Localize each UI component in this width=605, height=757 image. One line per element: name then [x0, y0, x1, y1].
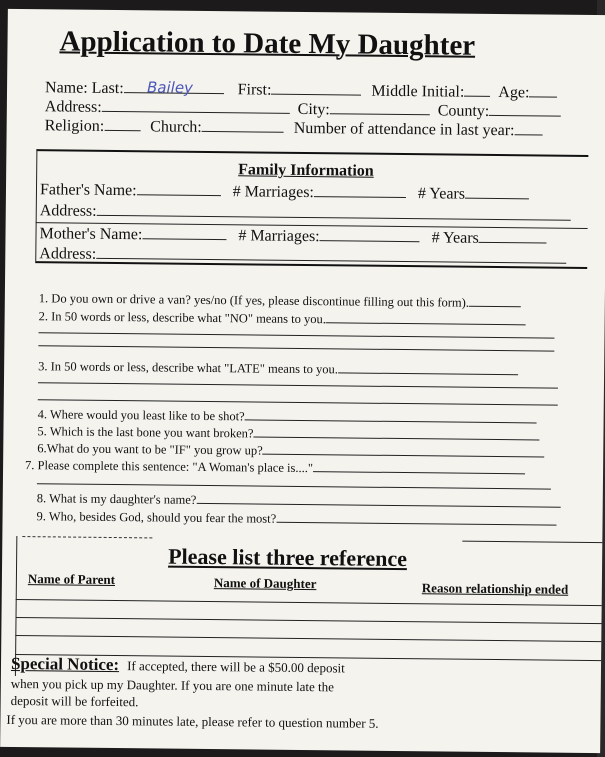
father-marriages-field[interactable]	[314, 184, 406, 198]
city-label: City:	[297, 100, 330, 119]
question-3	[38, 357, 518, 379]
church-label: Church:	[150, 118, 202, 136]
question-5-text: 5. Which is the last bone you want broken?	[37, 424, 254, 441]
religion-label: Religion:	[44, 117, 105, 135]
notice-text-2: when you pick up my Daughter. If you are one minute late the	[10, 675, 334, 695]
father-years-field[interactable]	[465, 186, 529, 200]
age-label: Age:	[498, 84, 530, 102]
answer-7-line-2	[37, 483, 551, 489]
father-row	[40, 181, 529, 204]
first-name-field[interactable]	[271, 82, 361, 96]
middle-initial-label: Middle Initial:	[371, 82, 465, 101]
father-marriages-label: # Marriages:	[232, 183, 315, 202]
reference-row-2[interactable]	[16, 617, 605, 624]
last-name-label: Name: Last:	[44, 79, 124, 98]
answer-7-field[interactable]	[313, 459, 525, 474]
answer-2-line-2	[38, 332, 554, 338]
middle-initial-field[interactable]	[464, 84, 490, 97]
column-daughter: Name of Daughter	[213, 575, 317, 592]
family-box-left	[35, 149, 37, 261]
column-reason: Reason relationship ended	[421, 580, 569, 597]
answer-5-field[interactable]	[253, 424, 539, 440]
mother-address-row	[39, 245, 566, 269]
notice-text-4: If you are more than 30 minutes late, please refer to question number 5.	[6, 711, 379, 731]
reference-row-1[interactable]	[16, 599, 605, 606]
religion-row	[45, 117, 543, 140]
address-field[interactable]	[102, 99, 290, 114]
mother-years-field[interactable]	[479, 230, 547, 244]
references-box-top-left	[22, 536, 152, 538]
answer-2-field[interactable]	[326, 310, 526, 325]
question-2-text: 2. In 50 words or less, describe what "NO" means to you.	[38, 309, 326, 327]
county-label: County:	[437, 102, 490, 120]
last-name-handwritten-value: Bailey	[146, 78, 194, 97]
answer-6-field[interactable]	[263, 442, 545, 458]
father-address-field[interactable]	[97, 203, 571, 221]
question-9-text: 9. Who, besides God, should you fear the most?	[36, 509, 277, 526]
question-1-text: 1. Do you own or drive a van? yes/no (If yes, please discontinue filling out this form).	[38, 291, 470, 310]
age-field[interactable]	[529, 84, 557, 97]
religion-field[interactable]	[104, 118, 140, 131]
father-years-label: # Years	[417, 185, 466, 203]
mothers-name-label: Mother's Name:	[39, 225, 143, 244]
column-parent: Name of Parent	[27, 571, 116, 588]
answer-1-field[interactable]	[469, 294, 521, 308]
question-3-text: 3. In 50 words or less, describe what "LATE" means to you.	[38, 359, 338, 377]
notice-text-3: deposit will be forfeited.	[10, 692, 139, 710]
reference-row-3[interactable]	[15, 635, 605, 642]
first-name-label: First:	[237, 81, 272, 99]
application-form	[0, 9, 605, 753]
question-8-text: 8. What is my daughter's name?	[36, 491, 197, 507]
family-box-top	[36, 149, 588, 157]
city-field[interactable]	[330, 101, 430, 115]
fathers-name-field[interactable]	[137, 182, 221, 196]
answer-3-field[interactable]	[338, 360, 518, 375]
county-field[interactable]	[489, 103, 561, 117]
form-title: Application to Date My Daughter	[59, 25, 476, 62]
answer-3-line-2	[38, 382, 558, 388]
address-label: Address:	[44, 98, 102, 116]
attendance-field[interactable]	[514, 122, 542, 135]
mother-address-label: Address:	[39, 245, 97, 263]
mother-marriages-label: # Marriages:	[238, 227, 320, 246]
special-notice-title: Special Notice:	[10, 653, 120, 675]
question-4-text: 4. Where would you least like to be shot?	[37, 407, 245, 424]
family-heading: Family Information	[238, 161, 374, 180]
answer-9-field[interactable]	[276, 510, 556, 526]
answer-2-line-3	[38, 345, 554, 351]
answer-3-line-3	[38, 399, 558, 405]
question-7-text: 7. Please complete this sentence: "A Woman's place is...."	[25, 458, 314, 476]
father-address-label: Address:	[39, 202, 97, 220]
references-box-top-right	[462, 541, 605, 544]
special-notice-line-1	[11, 654, 345, 677]
notice-text-1: If accepted, there will be a $50.00 deposit	[127, 658, 345, 676]
attendance-label: Number of attendance in last year:	[293, 119, 515, 140]
references-heading: Please list three reference	[168, 543, 408, 572]
mothers-name-field[interactable]	[142, 226, 226, 240]
church-field[interactable]	[202, 119, 284, 133]
mother-marriages-field[interactable]	[320, 228, 420, 242]
question-6-text: 6.What do you want to be "IF" you grow up?	[37, 441, 263, 458]
answer-4-field[interactable]	[245, 407, 537, 423]
answer-8-field[interactable]	[196, 491, 560, 508]
mother-address-field[interactable]	[96, 246, 566, 264]
mother-years-label: # Years	[431, 229, 479, 247]
fathers-name-label: Father's Name:	[39, 181, 137, 200]
